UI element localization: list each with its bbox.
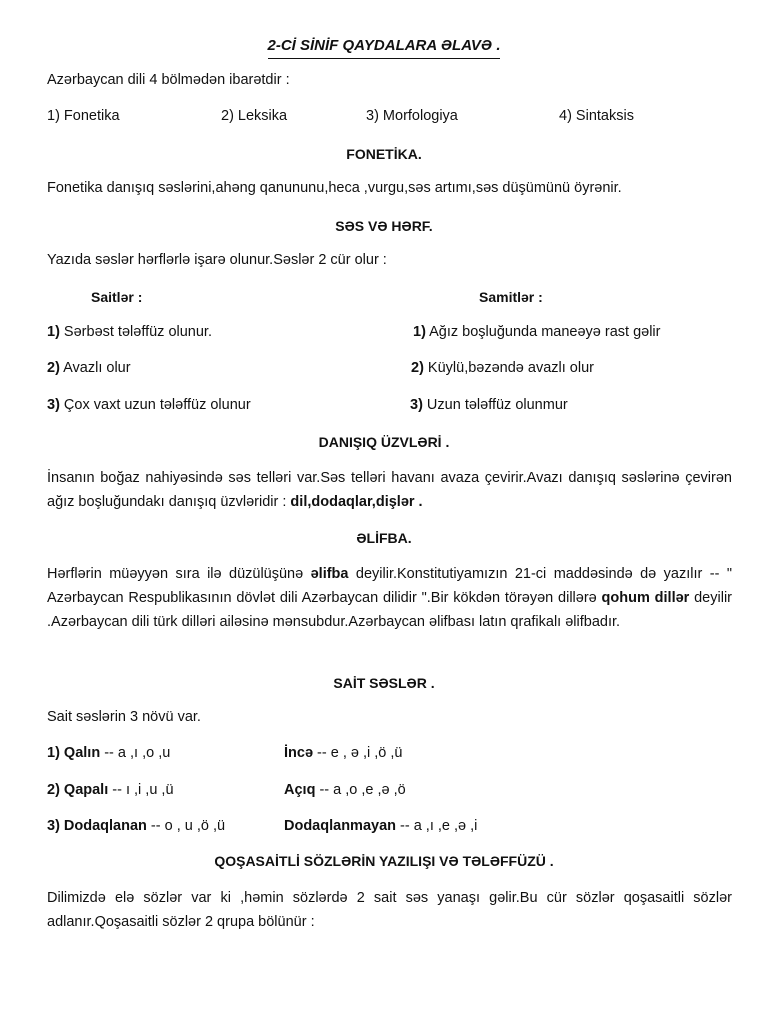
- heading-fonetika: FONETİKA.: [346, 146, 422, 162]
- item-number: 3): [410, 397, 423, 413]
- fonetika-text: Fonetika danışıq səslərini,ahəng qanununu,heca ,vurgu,səs artımı,səs düşümünü öyrənir.: [47, 180, 622, 196]
- sait-row-left: [47, 782, 174, 798]
- sait-type-values: -- o , u ,ö ,ü: [146, 818, 226, 834]
- sait-type-label: 3) Dodaqlanan: [47, 818, 147, 834]
- samit-property: [410, 397, 568, 413]
- section-item: 2) Leksika: [221, 108, 288, 124]
- sait-type-label: 2) Qapalı: [47, 782, 109, 798]
- section-item: 3) Morfologiya: [366, 108, 458, 124]
- sait-property: [47, 360, 131, 376]
- item-text: Çox vaxt uzun tələffüz olunur: [59, 397, 251, 413]
- sait-row-right: [284, 745, 402, 761]
- heading-elifba: ƏLİFBA.: [356, 530, 412, 546]
- item-number: 2): [411, 360, 424, 376]
- samitler-label: Samitlər :: [479, 289, 543, 305]
- document-title-wrap: [0, 37, 768, 59]
- elifba-term: əlifba: [310, 566, 349, 582]
- item-text: Avazlı olur: [59, 360, 131, 376]
- item-text: Küylü,bəzəndə avazlı olur: [423, 360, 594, 376]
- document-title: 2-Cİ SİNİF QAYDALARA ƏLAVƏ .: [268, 37, 501, 59]
- sait-row-right: [284, 782, 406, 798]
- ses-ve-herf-text: Yazıda səslər hərflərlə işarə olunur.Səslər 2 cür olur :: [47, 252, 387, 268]
- item-number: 1): [47, 324, 60, 340]
- sait-type-values: -- a ,ı ,o ,u: [100, 745, 171, 761]
- heading-qosasaitli: QOŞASAİTLİ SÖZLƏRİN YAZILIŞI VƏ TƏLƏFFÜZÜ .: [214, 853, 554, 869]
- sait-type-values: -- a ,ı ,e ,ə ,i: [396, 818, 478, 834]
- elifba-text-3: deyilir .Azərbaycan dili türk dilləri ailəsinə mənsubdur.Azərbaycan əlifbası latın qrafikalı əlifbadır.: [47, 590, 732, 630]
- item-number: 2): [47, 360, 60, 376]
- heading-danisiq-uzvleri: DANIŞIQ ÜZVLƏRİ .: [318, 434, 450, 450]
- danisiq-organs: dil,dodaqlar,dişlər .: [286, 494, 423, 510]
- qohum-diller-term: qohum dillər: [601, 590, 690, 606]
- elifba-paragraph: [47, 562, 732, 634]
- saitler-label: Saitlər :: [91, 289, 143, 305]
- heading-ses-ve-herf: SƏS VƏ HƏRF.: [335, 218, 433, 234]
- elifba-text-1: Hərflərin müəyyən sıra ilə düzülüşünə: [47, 566, 311, 582]
- sait-property: [47, 324, 212, 340]
- item-number: 1): [413, 324, 426, 340]
- danisiq-text: İnsanın boğaz nahiyəsində səs telləri var.Səs telləri havanı avaza çevirir.Avazı danışıq səslərinə çevirən ağız boşluğundakı danışıq üzvləridir :: [47, 470, 732, 510]
- danisiq-paragraph: [47, 466, 732, 514]
- samit-property: [413, 324, 660, 340]
- sait-type-values: -- e , ə ,i ,ö ,ü: [313, 745, 403, 761]
- qosasaitli-paragraph: Dilimizdə elə sözlər var ki ,həmin sözlərdə 2 sait səs yanaşı gəlir.Bu cür sözlər qoşasaitli sözlər adlanır.Qoşasaitli sözlər 2 qrupa bölünür :: [47, 890, 732, 930]
- sait-row-left: [47, 745, 170, 761]
- sait-type-label: İncə: [284, 745, 314, 761]
- intro-text: Azərbaycan dili 4 bölmədən ibarətdir :: [47, 72, 290, 88]
- section-item: 1) Fonetika: [47, 108, 120, 124]
- item-text: Ağız boşluğunda maneəyə rast gəlir: [425, 324, 661, 340]
- item-number: 3): [47, 397, 60, 413]
- sait-property: [47, 397, 251, 413]
- sait-row-left: [47, 818, 225, 834]
- sait-text: Sait səslərin 3 növü var.: [47, 709, 201, 725]
- elifba-text-2: deyilir.Konstitutiyamızın 21-ci maddəsində də yazılır -- " Azərbaycan Respublikasının dövlət dili Azərbaycan dilidir ".Bir kökdən törəyən dillərə: [47, 566, 732, 606]
- section-item: 4) Sintaksis: [559, 108, 634, 124]
- sait-type-values: -- ı ,i ,u ,ü: [108, 782, 174, 798]
- heading-sait-sesler: SAİT SƏSLƏR .: [333, 675, 435, 691]
- sait-type-label: Açıq: [284, 782, 316, 798]
- sait-type-values: -- a ,o ,e ,ə ,ö: [315, 782, 406, 798]
- item-text: Uzun tələffüz olunmur: [422, 397, 568, 413]
- item-text: Sərbəst tələffüz olunur.: [59, 324, 212, 340]
- sait-row-right: [284, 818, 477, 834]
- sait-type-label: Dodaqlanmayan: [284, 818, 396, 834]
- samit-property: [411, 360, 594, 376]
- sait-type-label: 1) Qalın: [47, 745, 101, 761]
